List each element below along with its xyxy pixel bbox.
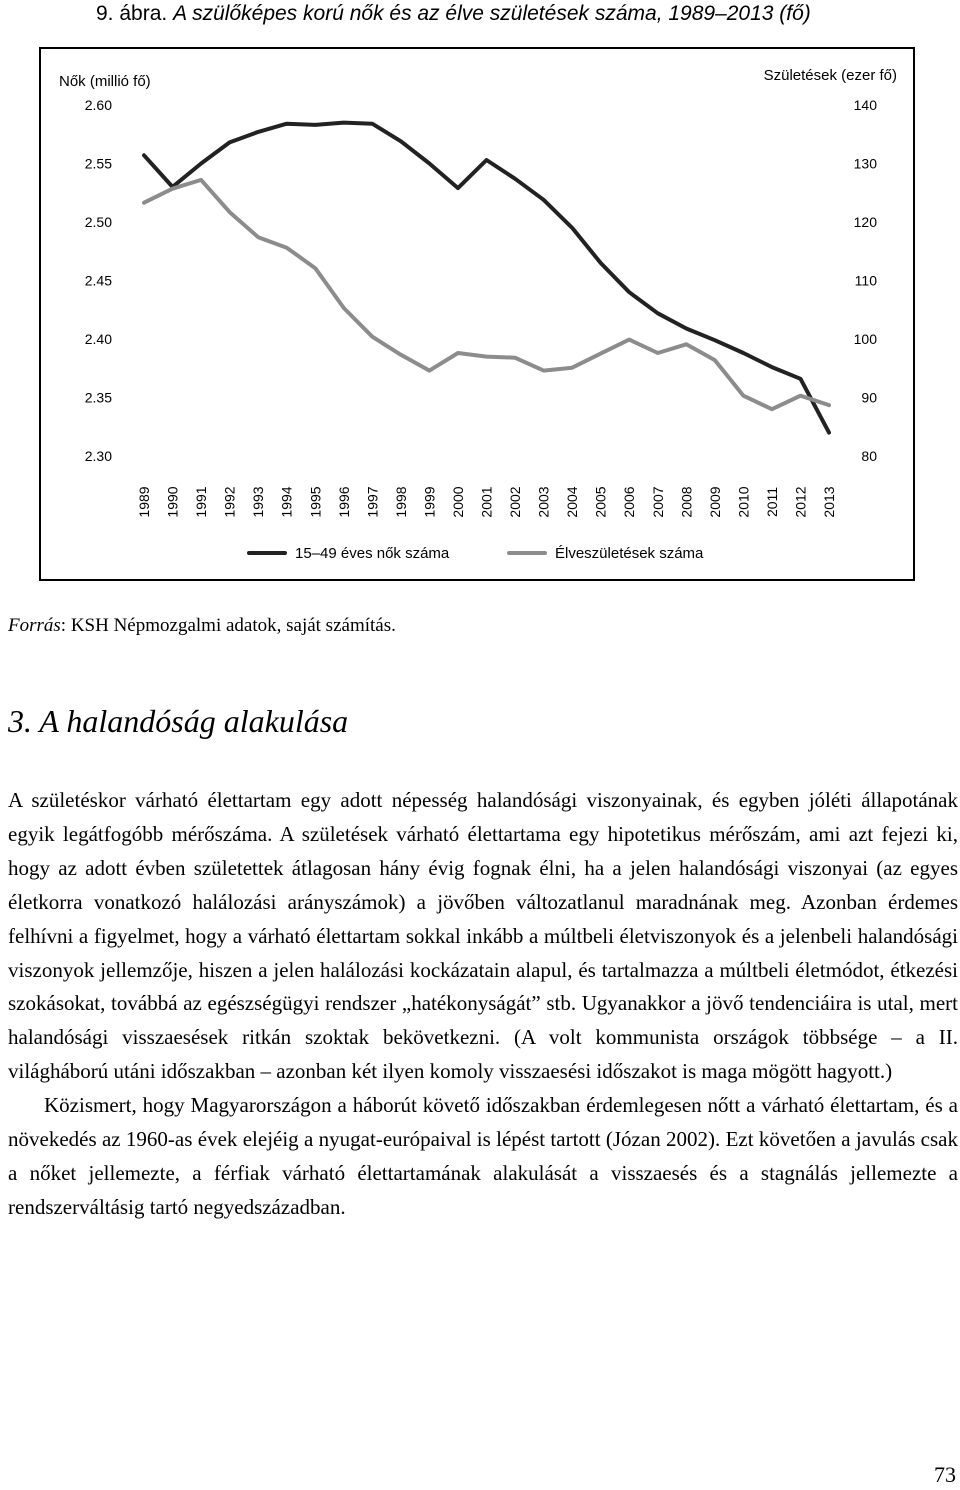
x-tick-label: 2000 — [449, 486, 466, 518]
y2-tick-label: 80 — [861, 448, 877, 464]
y2-tick-label: 110 — [854, 272, 877, 289]
x-tick-label: 1993 — [250, 486, 267, 518]
x-tick-label: 1995 — [307, 486, 324, 518]
y-tick-label: 2.30 — [84, 448, 112, 464]
x-tick-label: 2003 — [535, 486, 552, 518]
source-note — [8, 615, 396, 637]
x-tick-label: 2001 — [478, 486, 495, 518]
x-tick-label: 2005 — [592, 486, 609, 518]
line-chart — [41, 49, 913, 579]
y2-tick-label: 130 — [853, 155, 877, 172]
left-axis-title: Nők (millió fő) — [59, 73, 151, 90]
y-tick-label: 2.45 — [84, 272, 112, 289]
x-tick-label: 1998 — [392, 486, 409, 518]
source-text: : KSH Népmozgalmi adatok, saját számítás. — [60, 615, 396, 636]
x-tick-label: 2011 — [763, 486, 780, 518]
x-tick-label: 1990 — [164, 486, 181, 518]
series-line-1 — [144, 123, 829, 433]
page-number: 73 — [934, 1462, 956, 1487]
y-tick-label: 2.40 — [84, 331, 112, 347]
figure-number: 9. ábra. — [96, 2, 168, 25]
x-tick-label: 2010 — [735, 486, 752, 518]
x-tick-label: 1994 — [278, 486, 295, 518]
x-tick-label: 2008 — [678, 486, 695, 518]
x-tick-label: 2002 — [507, 486, 524, 518]
section-heading: 3. A halandóság alakulása — [8, 703, 349, 739]
x-tick-label: 1991 — [193, 486, 210, 518]
chart-frame — [39, 47, 915, 581]
x-tick-label: 1996 — [335, 486, 352, 518]
x-tick-label: 2013 — [821, 486, 837, 518]
x-tick-label: 2006 — [621, 486, 638, 518]
x-tick-label: 1989 — [136, 486, 152, 518]
y-tick-label: 2.35 — [84, 389, 112, 406]
x-tick-label: 1997 — [364, 486, 381, 518]
y-tick-label: 2.60 — [84, 97, 112, 113]
right-axis-title: Születések (ezer fő) — [763, 67, 897, 84]
y-tick-label: 2.55 — [84, 155, 112, 172]
y-tick-label: 2.50 — [84, 214, 112, 230]
body-text — [8, 784, 958, 1225]
series-line-2 — [144, 180, 829, 409]
x-tick-label: 2004 — [564, 486, 581, 518]
x-tick-label: 2009 — [706, 486, 723, 518]
legend-label: Élveszületések száma — [555, 545, 704, 562]
legend-label: 15–49 éves nők száma — [295, 545, 450, 562]
y2-tick-label: 100 — [853, 331, 877, 347]
paragraph-1: A születéskor várható élettartam egy adott népesség halandósági viszonyainak, és egyben jóléti állapotának egyik legátfogóbb mérőszáma. A születések várható élettartama egy hipotetikus mérőszám, ami azt fejezi ki, hogy az adott évben születettek átlagosan hány évig fognak élni, ha a jelen halandósági viszonyai (az egyes életkorra vonatkozó halálozási arányszámok) a jövőben változatlanul maradnának meg. Azonban érdemes felhívni a figyelmet, hogy a várható élettartam sokkal inkább a múltbeli életviszonyok és a jelenbeli halandósági viszonyok jellemzője, hiszen a jelen halálozási kockázatain alapul, és tartalmazza a múltbeli életmódot, étkezési szokásokat, továbbá az egészségügyi rendszer „hatékonyságát” stb. Ugyanakkor a jövő tendenciáira is utal, mert halandósági visszaesések ritkán szoktak bekövetkezni. (A volt kommunista országok többsége – a II. világháború utáni időszakban – azonban két ilyen komoly visszaesési időszakot is maga mögött hagyott.) — [8, 788, 958, 1084]
y2-tick-label: 120 — [853, 214, 877, 230]
y2-tick-label: 140 — [853, 97, 877, 113]
x-tick-label: 2007 — [649, 486, 666, 518]
source-label: Forrás — [8, 615, 61, 636]
y2-tick-label: 90 — [861, 389, 877, 406]
x-tick-label: 1999 — [421, 486, 438, 518]
paragraph-2: Közismert, hogy Magyarországon a háborút követő időszakban érdemlegesen nőtt a várható élettartam, és a növekedés az 1960-as évek elejéig a nyugat-európaival is lépést tartott (Józan 2002). Ezt követően a javulás csak a nőket jellemezte, a férfiak várható élettartamának alakulását a visszaesés és a stagnálás jellemezte a rendszerváltásig tartó negyedszázadban. — [8, 1093, 958, 1219]
x-tick-label: 2012 — [792, 486, 809, 518]
figure-title — [96, 2, 811, 26]
x-tick-label: 1992 — [221, 486, 238, 518]
figure-caption: A szülőképes korú nők és az élve születések száma, 1989–2013 (fő) — [173, 2, 811, 25]
